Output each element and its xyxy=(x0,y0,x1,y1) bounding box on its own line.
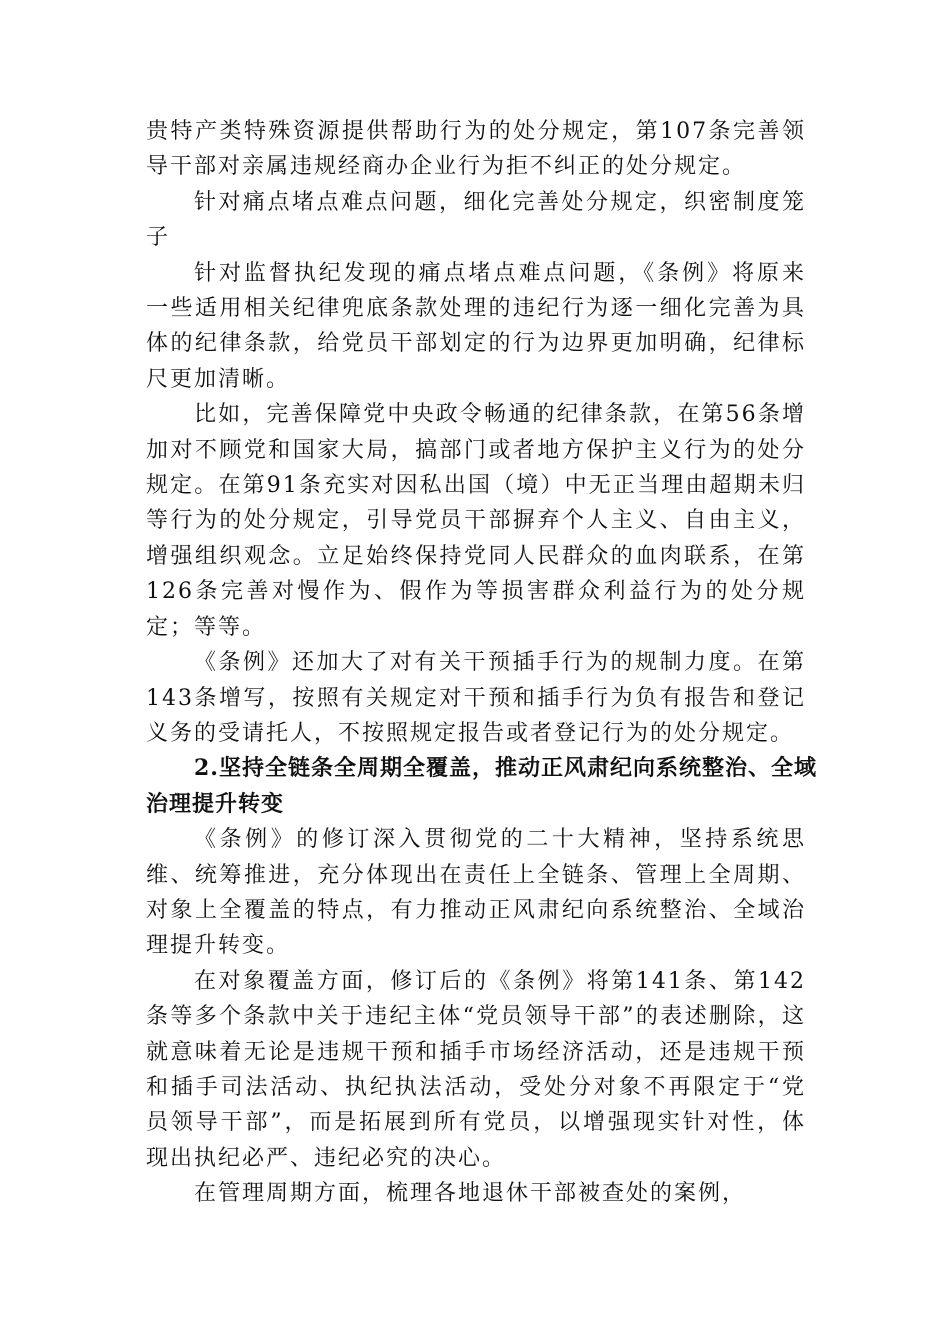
document-body xyxy=(146,114,817,1212)
paragraph: 《条例》的修订深入贯彻党的二十大精神，坚持系统思维、统筹推进，充分体现出在责任上全链条、管理上全周期、对象上全覆盖的特点，有力推动正风肃纪向系统整治、全域治理提升转变。 xyxy=(146,827,806,959)
paragraph: 比如，完善保障党中央政令畅通的纪律条款，在第56条增加对不顾党和国家大局，搞部门或者地方保护主义行为的处分规定。在第91条充实对因私出国（境）中无正当理由超期未归等行为的处分规定，引导党员干部摒弃个人主义、自由主义，增强组织观念。立足始终保持党同人民群众的血肉联系，在第126条完善对慢作为、假作为等损害群众利益行为的处分规定；等等。 xyxy=(146,402,806,640)
paragraph-subtitle: 针对痛点堵点难点问题，细化完善处分规定，织密制度笼子 xyxy=(146,189,806,251)
paragraph: 在对象覆盖方面，修订后的《条例》将第141条、第142条等多个条款中关于违纪主体“党员领导干部”的表述删除，这就意味着无论是违规干预和插手市场经济活动，还是违规干预和插手司法活动、执纪执法活动，受处分对象不再限定于“党员领导干部”，而是拓展到所有党员，以增强现实针对性，体现出执纪必严、违纪必究的决心。 xyxy=(146,968,806,1171)
paragraph: 针对监督执纪发现的痛点堵点难点问题，《条例》将原来一些适用相关纪律兜底条款处理的违纪行为逐一细化完善为具体的纪律条款，给党员干部划定的行为边界更加明确，纪律标尺更加清晰。 xyxy=(146,260,806,392)
paragraph-continued: 贵特产类特殊资源提供帮助行为的处分规定，第107条完善领导干部对亲属违规经商办企业行为拒不纠正的处分规定。 xyxy=(146,119,806,180)
section-heading: 2.坚持全链条全周期全覆盖，推动正风肃纪向系统整治、全域治理提升转变 xyxy=(146,755,817,817)
paragraph: 《条例》还加大了对有关干预插手行为的规制力度。在第143条增写，按照有关规定对干预和插手行为负有报告和登记义务的受请托人，不按照规定报告或者登记行为的处分规定。 xyxy=(146,650,806,746)
paragraph: 在管理周期方面，梳理各地退休干部被查处的案例， xyxy=(194,1181,747,1207)
